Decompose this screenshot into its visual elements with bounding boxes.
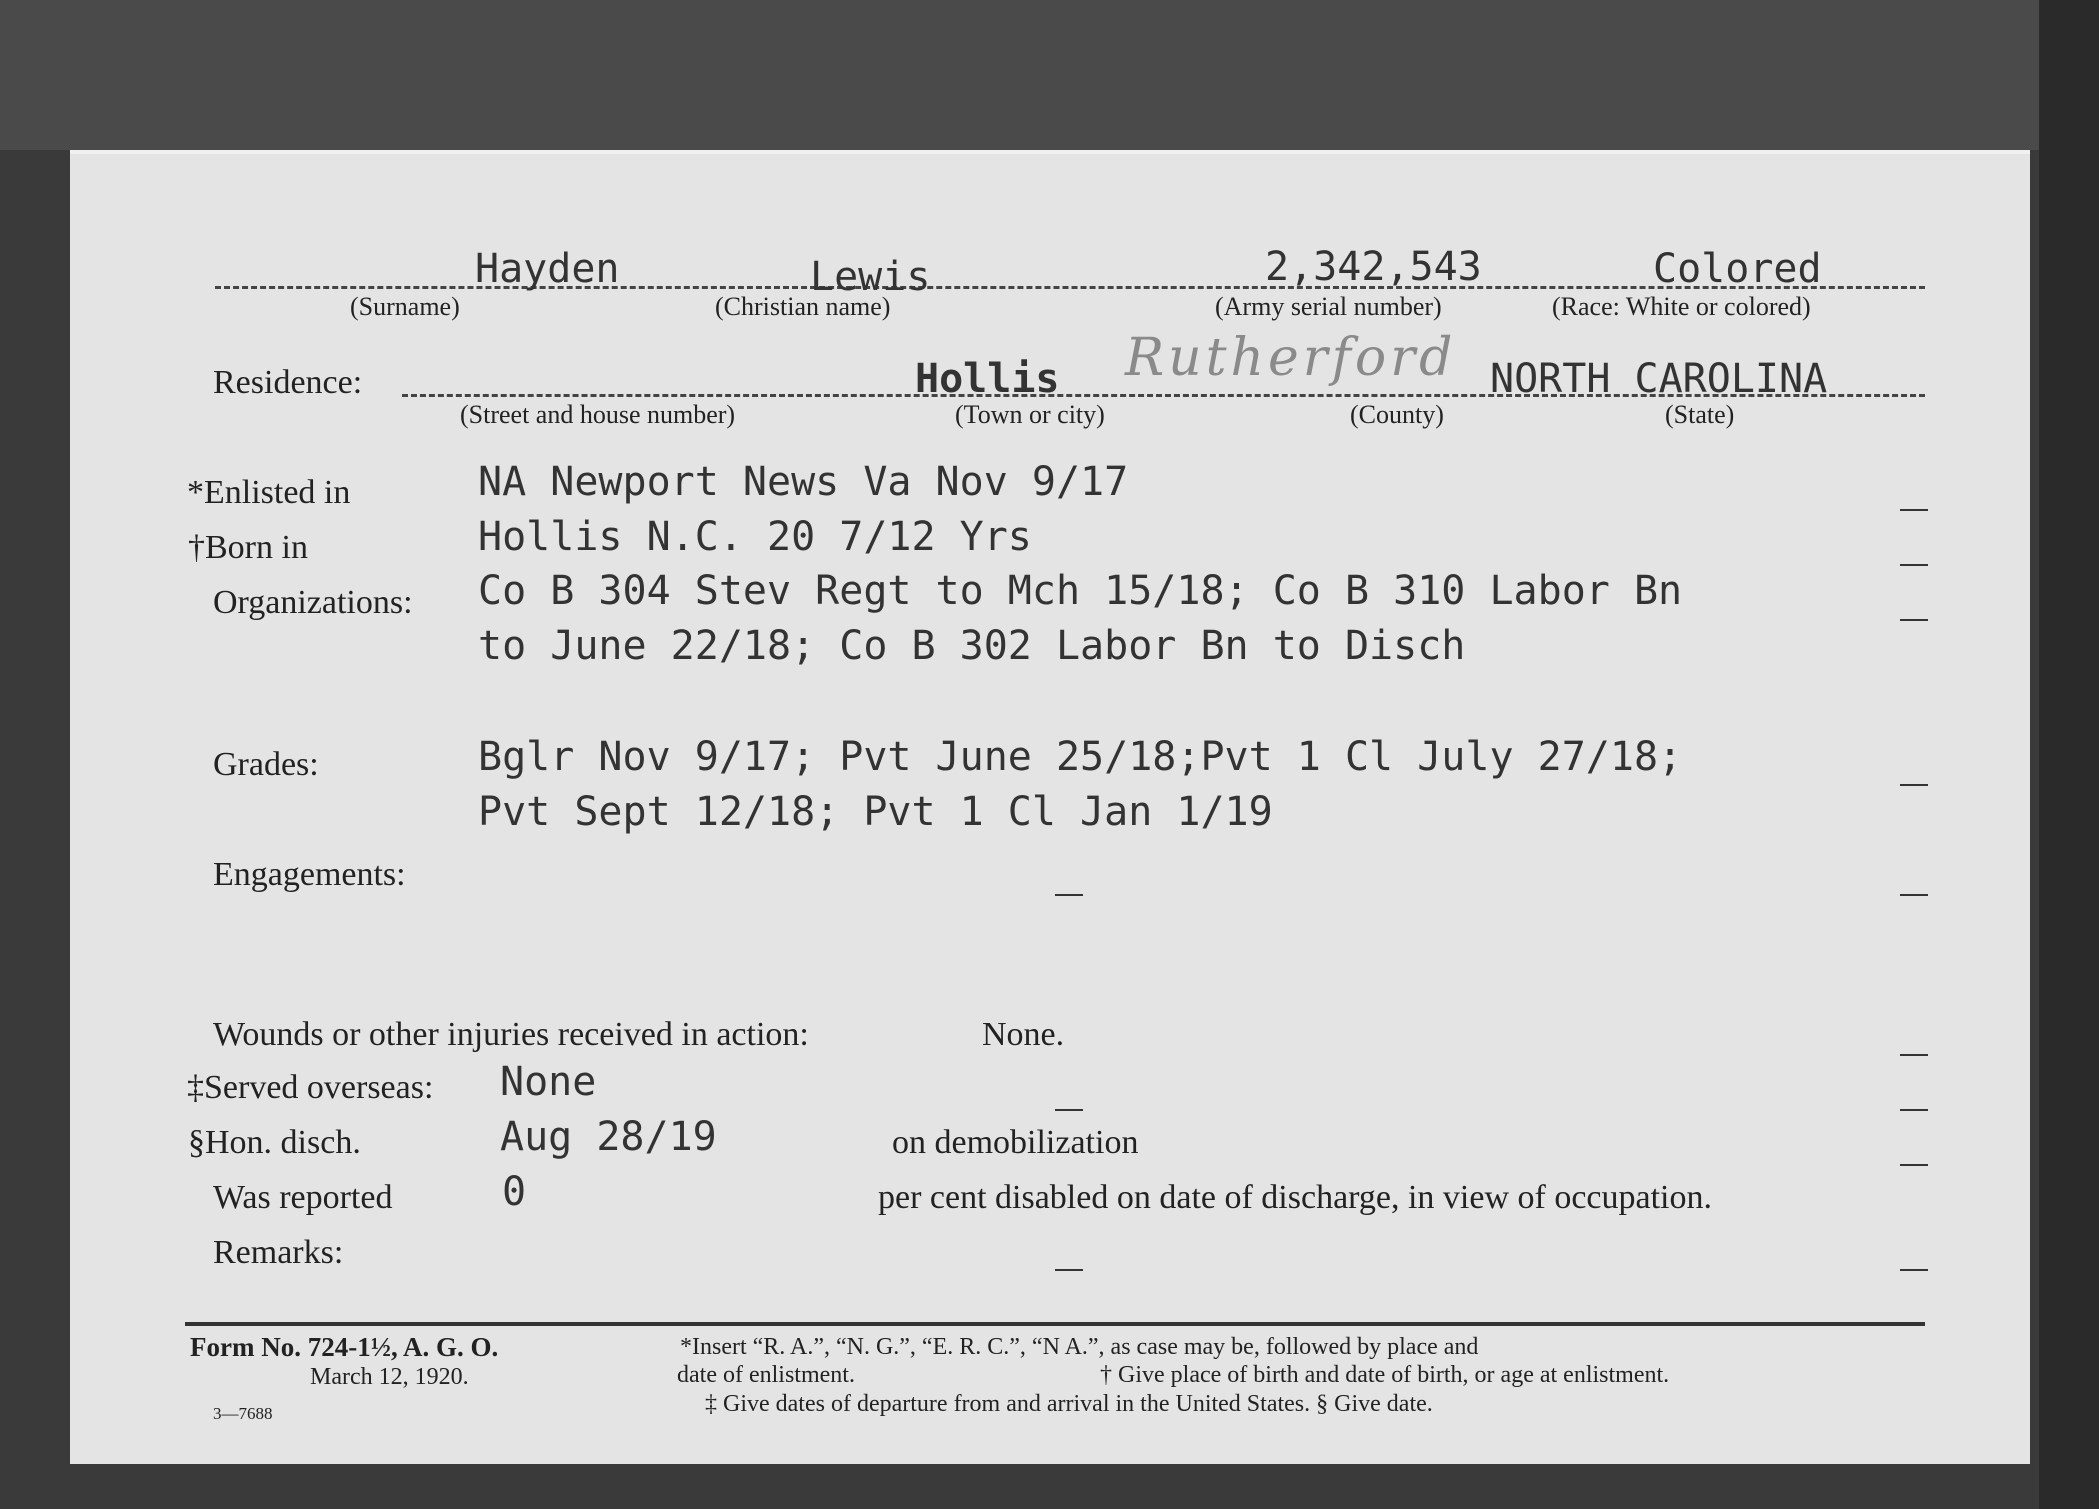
grades-line-1: Bglr Nov 9/17; Pvt June 25/18;Pvt 1 Cl July 27/18; xyxy=(478,734,1683,780)
enlisted-label: *Enlisted in xyxy=(187,474,351,511)
discharge-end-dash xyxy=(1900,1164,1928,1166)
print-code: 3—7688 xyxy=(213,1404,273,1423)
grades-label: Grades: xyxy=(213,746,319,783)
remarks-middle-dash xyxy=(1055,1269,1083,1271)
engagements-end-dash xyxy=(1900,894,1928,896)
race-value: Colored xyxy=(1653,246,1822,292)
footnote-born: † Give place of birth and date of birth, or age at enlistment. xyxy=(1100,1362,1670,1388)
christian-name-caption: (Christian name) xyxy=(715,292,891,321)
disability-note: per cent disabled on date of discharge, in view of occupation. xyxy=(878,1179,1712,1216)
state-caption: (State) xyxy=(1665,400,1735,429)
footnote-enlisted-line-1: *Insert “R. A.”, “N. G.”, “E. R. C.”, “N A.”, as case may be, followed by place and xyxy=(680,1334,1479,1360)
surname-caption: (Surname) xyxy=(350,292,460,321)
scan-background-right xyxy=(2039,0,2099,1509)
disability-percent-value: 0 xyxy=(502,1169,527,1215)
wounds-label: Wounds or other injuries received in action: xyxy=(213,1016,809,1053)
organizations-line-1: Co B 304 Stev Regt to Mch 15/18; Co B 310 Labor Bn xyxy=(478,568,1683,614)
engagements-label: Engagements: xyxy=(213,856,406,893)
served-overseas-value: None xyxy=(500,1059,597,1105)
scan-background-top xyxy=(0,0,2099,150)
grades-end-dash xyxy=(1900,784,1928,786)
organizations-end-dash xyxy=(1900,619,1928,621)
town-value: Hollis xyxy=(915,356,1060,402)
wounds-value: None. xyxy=(982,1016,1065,1053)
form-date: March 12, 1920. xyxy=(310,1364,469,1390)
overseas-end-dash xyxy=(1900,1109,1928,1111)
enlisted-value: NA Newport News Va Nov 9/17 xyxy=(478,459,1129,505)
engagements-middle-dash xyxy=(1055,894,1083,896)
was-reported-label: Was reported xyxy=(213,1179,393,1216)
born-value: Hollis N.C. 20 7/12 Yrs xyxy=(478,514,1032,560)
race-caption: (Race: White or colored) xyxy=(1552,292,1811,321)
state-value: NORTH CAROLINA xyxy=(1490,356,1828,402)
honorable-discharge-value: Aug 28/19 xyxy=(500,1114,717,1160)
county-handwritten-value: Rutherford xyxy=(1125,328,1457,388)
born-label: †Born in xyxy=(188,529,308,566)
residence-label: Residence: xyxy=(213,364,363,401)
town-caption: (Town or city) xyxy=(955,400,1105,429)
organizations-label: Organizations: xyxy=(213,584,413,621)
christian-name-value: Lewis xyxy=(810,254,931,300)
wounds-end-dash xyxy=(1900,1054,1928,1056)
remarks-label: Remarks: xyxy=(213,1234,344,1271)
service-record-card xyxy=(70,150,2030,1464)
county-caption: (County) xyxy=(1350,400,1444,429)
footnote-overseas-discharge: ‡ Give dates of departure from and arrival in the United States. § Give date. xyxy=(705,1391,1433,1417)
organizations-line-2: to June 22/18; Co B 302 Labor Bn to Disch xyxy=(478,623,1466,669)
army-serial-value: 2,342,543 xyxy=(1265,244,1482,290)
born-end-dash xyxy=(1900,564,1928,566)
discharge-note: on demobilization xyxy=(892,1124,1139,1161)
overseas-middle-dash xyxy=(1055,1109,1083,1111)
street-caption: (Street and house number) xyxy=(460,400,736,429)
remarks-end-dash xyxy=(1900,1269,1928,1271)
grades-line-2: Pvt Sept 12/18; Pvt 1 Cl Jan 1/19 xyxy=(478,789,1273,835)
form-number: Form No. 724-1½, A. G. O. xyxy=(190,1332,499,1362)
enlisted-end-dash xyxy=(1900,509,1928,511)
surname-value: Hayden xyxy=(475,246,620,292)
footer-rule xyxy=(185,1322,1925,1326)
served-overseas-label: ‡Served overseas: xyxy=(187,1069,434,1106)
honorable-discharge-label: §Hon. disch. xyxy=(188,1124,361,1161)
footnote-enlisted-line-2: date of enlistment. xyxy=(677,1362,855,1388)
serial-caption: (Army serial number) xyxy=(1215,292,1442,321)
